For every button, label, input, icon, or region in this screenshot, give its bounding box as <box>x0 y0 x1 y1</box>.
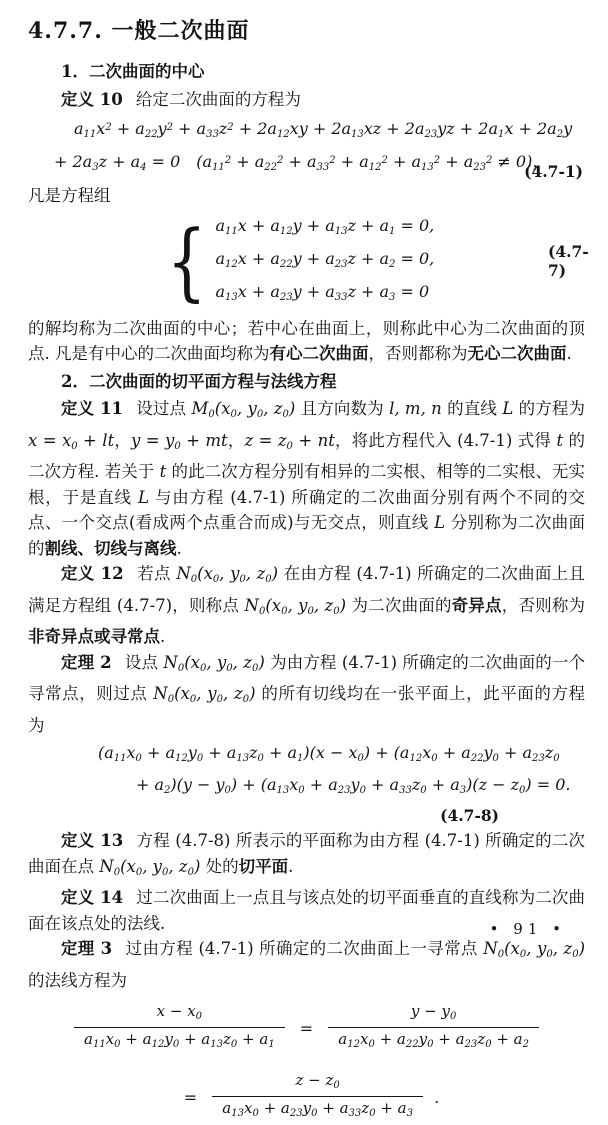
fraction-z-denominator: $a_{13}x_0 + a_{23}y_0 + a_{33}z_0 + a_3$ <box>212 1096 423 1125</box>
page-number: • 91 • <box>489 920 566 938</box>
equation-4-7-7-tag: (4.7-7) <box>548 242 589 280</box>
paragraph-definition-11 <box>28 396 585 561</box>
paragraph-fanshi <box>28 183 585 209</box>
definition-10-label: 定义 10 <box>61 89 123 109</box>
paragraph-center-definition <box>28 316 585 367</box>
fraction-x <box>74 1001 285 1056</box>
definition-10-text: 给定二次曲面的方程为 <box>135 89 301 109</box>
definition-13-label: 定义 13 <box>61 831 124 850</box>
definition-12-label: 定义 12 <box>61 564 124 583</box>
system-row-3: $a_{13}x + a_{23}y + a_{33}z + a_3 = 0$ <box>215 281 430 303</box>
paragraph-definition-13 <box>28 828 585 885</box>
paragraph-definition-12 <box>28 561 585 650</box>
fraction-z <box>212 1070 423 1125</box>
theorem-2-text: 设点 $N_0(x_0$, $y_0$, $z_0$) 为由方程 (4.7-1) 所确定的二次曲面的一个寻常点，则过点 $N_0(x_0$, $y_0$, $z_0$) 的所有切线均在一张平面上，此平面的方程为 <box>28 652 586 735</box>
definition-14-text: 过二次曲面上一点且与该点处的切平面垂直的直线称为二次曲面在该点处的法线. <box>28 888 586 933</box>
equals-sign: = <box>299 1019 314 1038</box>
normal-equation-line2 <box>28 1070 585 1125</box>
equation-4-7-1-line2: + $2a_3z + a_4 = 0$ $(a_{11}^2 + a_{22}^2 + a_{33}^2 + a_{12}^2 + a_{13}^2 + a_{23}^2 \ne 0)$， <box>54 152 549 173</box>
equation-4-7-8-line2: + $a_2)(y - y_0) + (a_{13}x_0 + a_{23}y_0 + a_{33}z_0 + a_3)(z - z_0) = 0$. <box>136 775 571 796</box>
equation-4-7-1-tag: (4.7-1) <box>524 162 583 181</box>
equation-4-7-1-line1: $a_{11}x^2 + a_{22}y^2 + a_{33}z^2 + 2a_{12}xy + 2a_{13}xz + 2a_{23}yz + 2a_1x + 2a_2y$ <box>74 119 573 140</box>
normal-line-equations <box>28 1001 585 1125</box>
paragraph-theorem-2 <box>28 650 585 739</box>
fraction-x-numerator: $x - x_0$ <box>156 1002 203 1022</box>
system-rows <box>215 212 434 311</box>
theorem-3-label: 定理 3 <box>61 939 113 958</box>
equals-sign: = <box>183 1088 198 1107</box>
sentence-period: . <box>434 1088 440 1107</box>
system-row-1: $a_{11}x + a_{12}y + a_{13}z + a_1 = 0$, <box>215 215 435 237</box>
definition-14-label: 定义 14 <box>61 888 124 907</box>
fraction-y-denominator: $a_{12}x_0 + a_{22}y_0 + a_{23}z_0 + a_2$ <box>328 1027 539 1056</box>
theorem-3-text: 过由方程 (4.7-1) 所确定的二次曲面上一寻常点 $N_0(x_0$, $y_0$, $z_0$) 的法线方程为 <box>28 939 585 990</box>
paragraph-theorem-3 <box>28 936 585 993</box>
center-definition-text: 的解均称为二次曲面的中心；若中心在曲面上，则称此中心为二次曲面的顶点. 凡是有中心的二次曲面均称为有心二次曲面，否则都称为无心二次曲面. <box>28 318 585 363</box>
fraction-x-denominator: $a_{11}x_0 + a_{12}y_0 + a_{13}z_0 + a_1$ <box>74 1027 285 1056</box>
left-brace-glyph: { <box>166 212 207 310</box>
fraction-z-numerator: $z - z_0$ <box>295 1071 340 1091</box>
system-row-2: $a_{12}x + a_{22}y + a_{23}z + a_2 = 0$, <box>215 248 435 270</box>
equation-4-7-8-tag: (4.7-8) <box>440 806 499 825</box>
paragraph-definition-10 <box>28 87 585 113</box>
equation-4-7-1 <box>28 115 585 181</box>
subsection-2-heading-text: 2．二次曲面的切平面方程与法线方程 <box>61 371 337 391</box>
definition-11-label: 定义 11 <box>61 399 124 418</box>
fanshi-text: 凡是方程组 <box>28 186 111 205</box>
theorem-2-label: 定理 2 <box>61 652 112 672</box>
page-title: 4.7.7. 一般二次曲面 <box>28 18 250 44</box>
subsection-1-heading <box>28 59 585 85</box>
equation-4-7-8 <box>28 740 585 828</box>
fraction-y <box>328 1001 539 1056</box>
fraction-y-numerator: $y - y_0$ <box>410 1002 457 1022</box>
definition-11-text: 设过点 $M_0(x_0$, $y_0$, $z_0$) 且方向数为 l, m, n 的直线 L 的方程为 $x = x_0$ + lt，$y = y_0$ + mt，$z = z_0$ + nt，将此方程代入 (4.7-1) 式得 t 的二次方程. 若关于 t 的此二次方程分别有相异的二实根、相等的二实根、无实根，于是直线 L 与由方程 (4.7-1) 所确定的二次曲面分别有两个不同的交点、一个交点(看成两个点重合而成)与无交点，则直线 L 分别称为二次曲面的割线、切线与离线. <box>28 399 586 558</box>
equation-4-7-8-tagline <box>28 804 585 828</box>
normal-equation-line1 <box>28 1001 585 1056</box>
definition-12-text: 若点 $N_0(x_0$, $y_0$, $z_0$) 在由方程 (4.7-1) 所确定的二次曲面上且满足方程组 (4.7-7)，则称点 $N_0(x_0$, $y_0$, $z_0$) 为二次曲面的奇异点，否则称为非奇异点或寻常点. <box>28 564 586 646</box>
subsection-2-heading <box>28 369 585 395</box>
equation-4-7-8-line1: $(a_{11}x_0 + a_{12}y_0 + a_{13}z_0 + a_1)(x - x_0) + (a_{12}x_0 + a_{22}y_0 + a_{23}z_0$ <box>98 743 560 764</box>
equation-system-4-7-7 <box>160 212 589 311</box>
definition-13-text: 方程 (4.7-8) 所表示的平面称为由方程 (4.7-1) 所确定的二次曲面在点 $N_0(x_0$, $y_0$, $z_0$) 处的切平面. <box>28 831 585 878</box>
subsection-1-heading-text: 1．二次曲面的中心 <box>61 62 205 81</box>
